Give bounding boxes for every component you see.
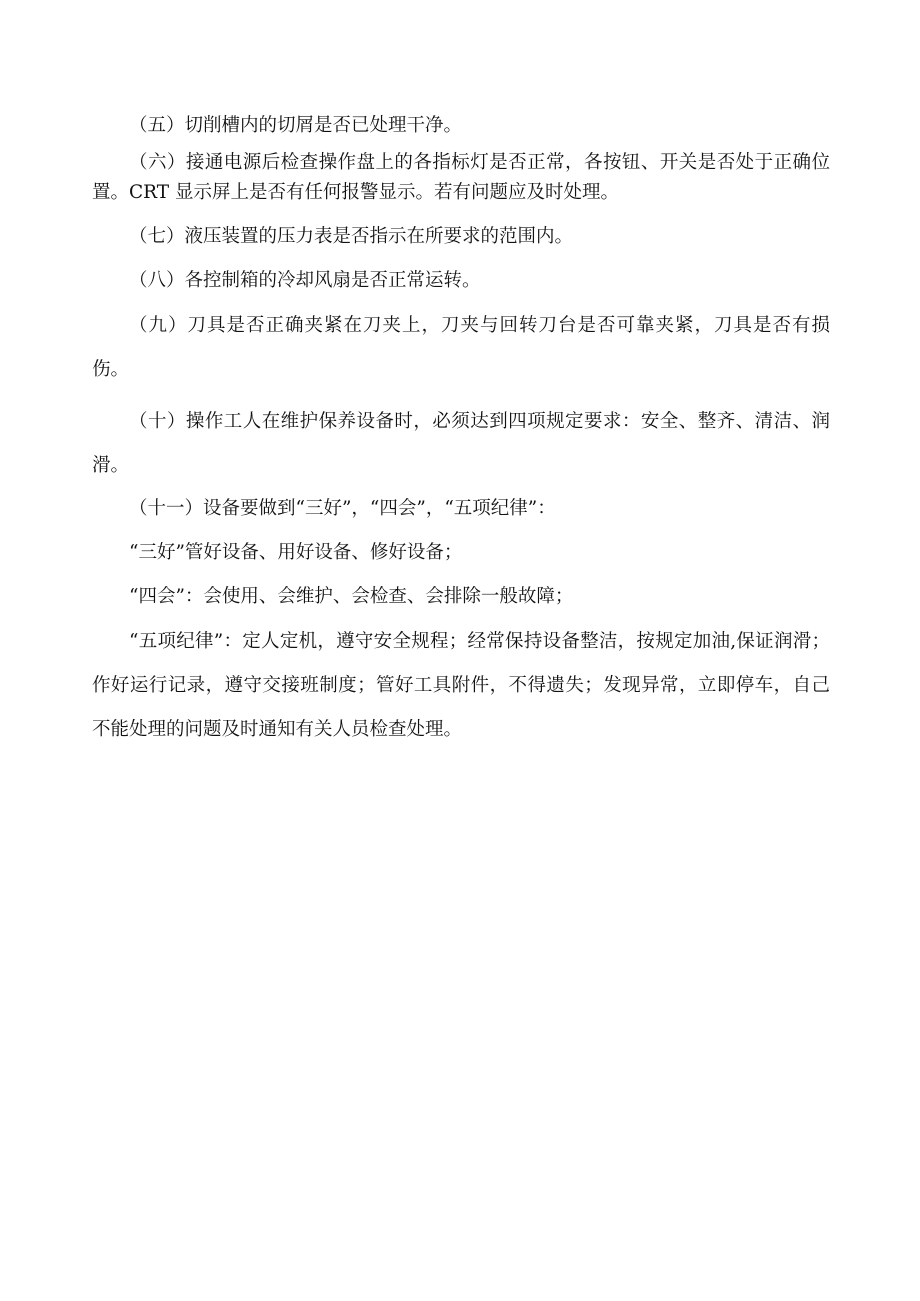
paragraph-item-9: （九）刀具是否正确夹紧在刀夹上，刀夹与回转刀台是否可靠夹紧，刀具是否有损伤。 bbox=[92, 315, 830, 380]
document-body bbox=[92, 111, 830, 752]
paragraph-three-goods: “三好”管好设备、用好设备、修好设备； bbox=[129, 542, 463, 563]
paragraph-four-abilities: “四会”：会使用、会维护、会检查、会排除一般故障； bbox=[129, 586, 574, 607]
paragraph-item-8: （八）各控制箱的冷却风扇是否正常运转。 bbox=[129, 270, 481, 291]
paragraph-item-10: （十）操作工人在维护保养设备时，必须达到四项规定要求：安全、整齐、清洁、润滑。 bbox=[92, 411, 830, 476]
paragraph-item-11: （十一）设备要做到“三好”，“四会”，“五项纪律”： bbox=[129, 498, 556, 519]
paragraph-item-7: （七）液压装置的压力表是否指示在所要求的范围内。 bbox=[129, 226, 574, 247]
paragraph-item-6: （六）接通电源后检查操作盘上的各指标灯是否正常，各按钮、开关是否处于正确位置。CRT 显示屏上是否有任何报警显示。若有问题应及时处理。 bbox=[92, 152, 830, 203]
paragraph-item-5: （五）切削槽内的切屑是否已处理干净。 bbox=[129, 115, 463, 136]
paragraph-five-disciplines: “五项纪律”：定人定机，遵守安全规程；经常保持设备整洁，按规定加油,保证润滑；作好运行记录，遵守交接班制度；管好工具附件，不得遗失；发现异常，立即停车，自己不能处理的问题及时通知有关人员检查处理。 bbox=[92, 631, 830, 740]
